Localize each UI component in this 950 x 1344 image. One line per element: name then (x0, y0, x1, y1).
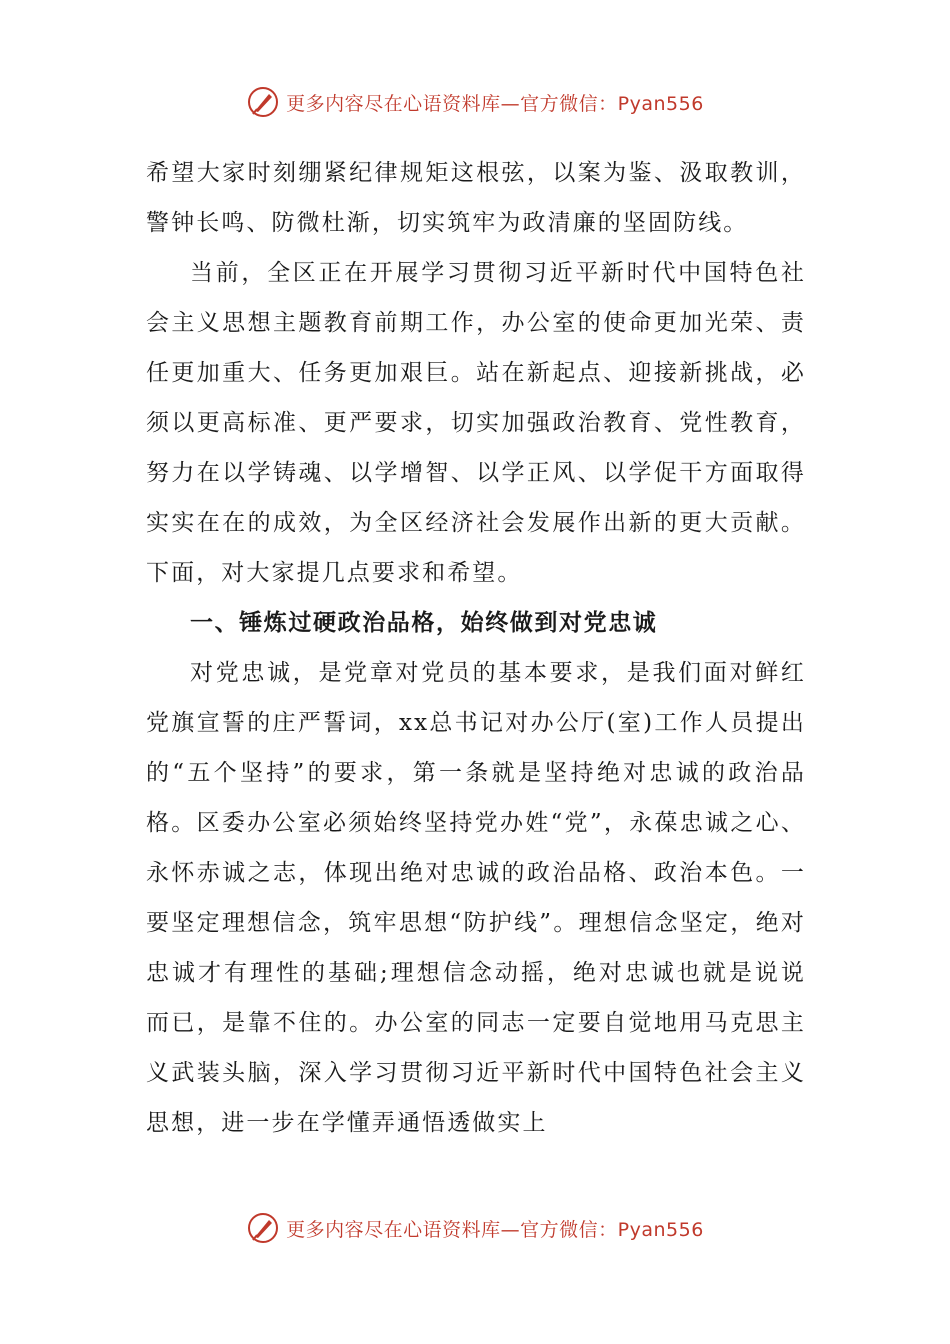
quill-pen-icon (246, 85, 280, 119)
header-banner-text: 更多内容尽在心语资料库—官方微信：Pyan556 (286, 92, 704, 115)
footer-banner-text: 更多内容尽在心语资料库—官方微信：Pyan556 (286, 1218, 704, 1241)
quill-pen-icon (246, 1211, 280, 1245)
footer-watermark-banner (0, 1208, 950, 1248)
paragraph-3: 对党忠诚，是党章对党员的基本要求，是我们面对鲜红党旗宣誓的庄严誓词，xx总书记对办公厅(室)工作人员提出的“五个坚持”的要求，第一条就是坚持绝对忠诚的政治品格。区委办公室必须始终坚持党办姓“党”，永葆忠诚之心、永怀赤诚之志，体现出绝对忠诚的政治品格、政治本色。一要坚定理想信念，筑牢思想“防护线”。理想信念坚定，绝对忠诚才有理性的基础;理想信念动摇，绝对忠诚也就是说说而已，是靠不住的。办公室的同志一定要自觉地用马克思主义武装头脑，深入学习贯彻习近平新时代中国特色社会主义思想，进一步在学懂弄通悟透做实上 (146, 660, 806, 1136)
paragraph-2: 当前，全区正在开展学习贯彻习近平新时代中国特色社会主义思想主题教育前期工作，办公室的使命更加光荣、责任更加重大、任务更加艰巨。站在新起点、迎接新挑战，必须以更高标准、更严要求，切实加强政治教育、党性教育，努力在以学铸魂、以学增智、以学正风、以学促干方面取得实实在在的成效，为全区经济社会发展作出新的更大贡献。下面，对大家提几点要求和希望。 (146, 260, 806, 586)
header-watermark-banner (0, 82, 950, 122)
document-body (146, 148, 806, 1148)
section-heading: 一、锤炼过硬政治品格，始终做到对党忠诚 (190, 610, 658, 636)
paragraph-1: 希望大家时刻绷紧纪律规矩这根弦，以案为鉴、汲取教训，警钟长鸣、防微杜渐，切实筑牢为政清廉的坚固防线。 (146, 160, 806, 236)
